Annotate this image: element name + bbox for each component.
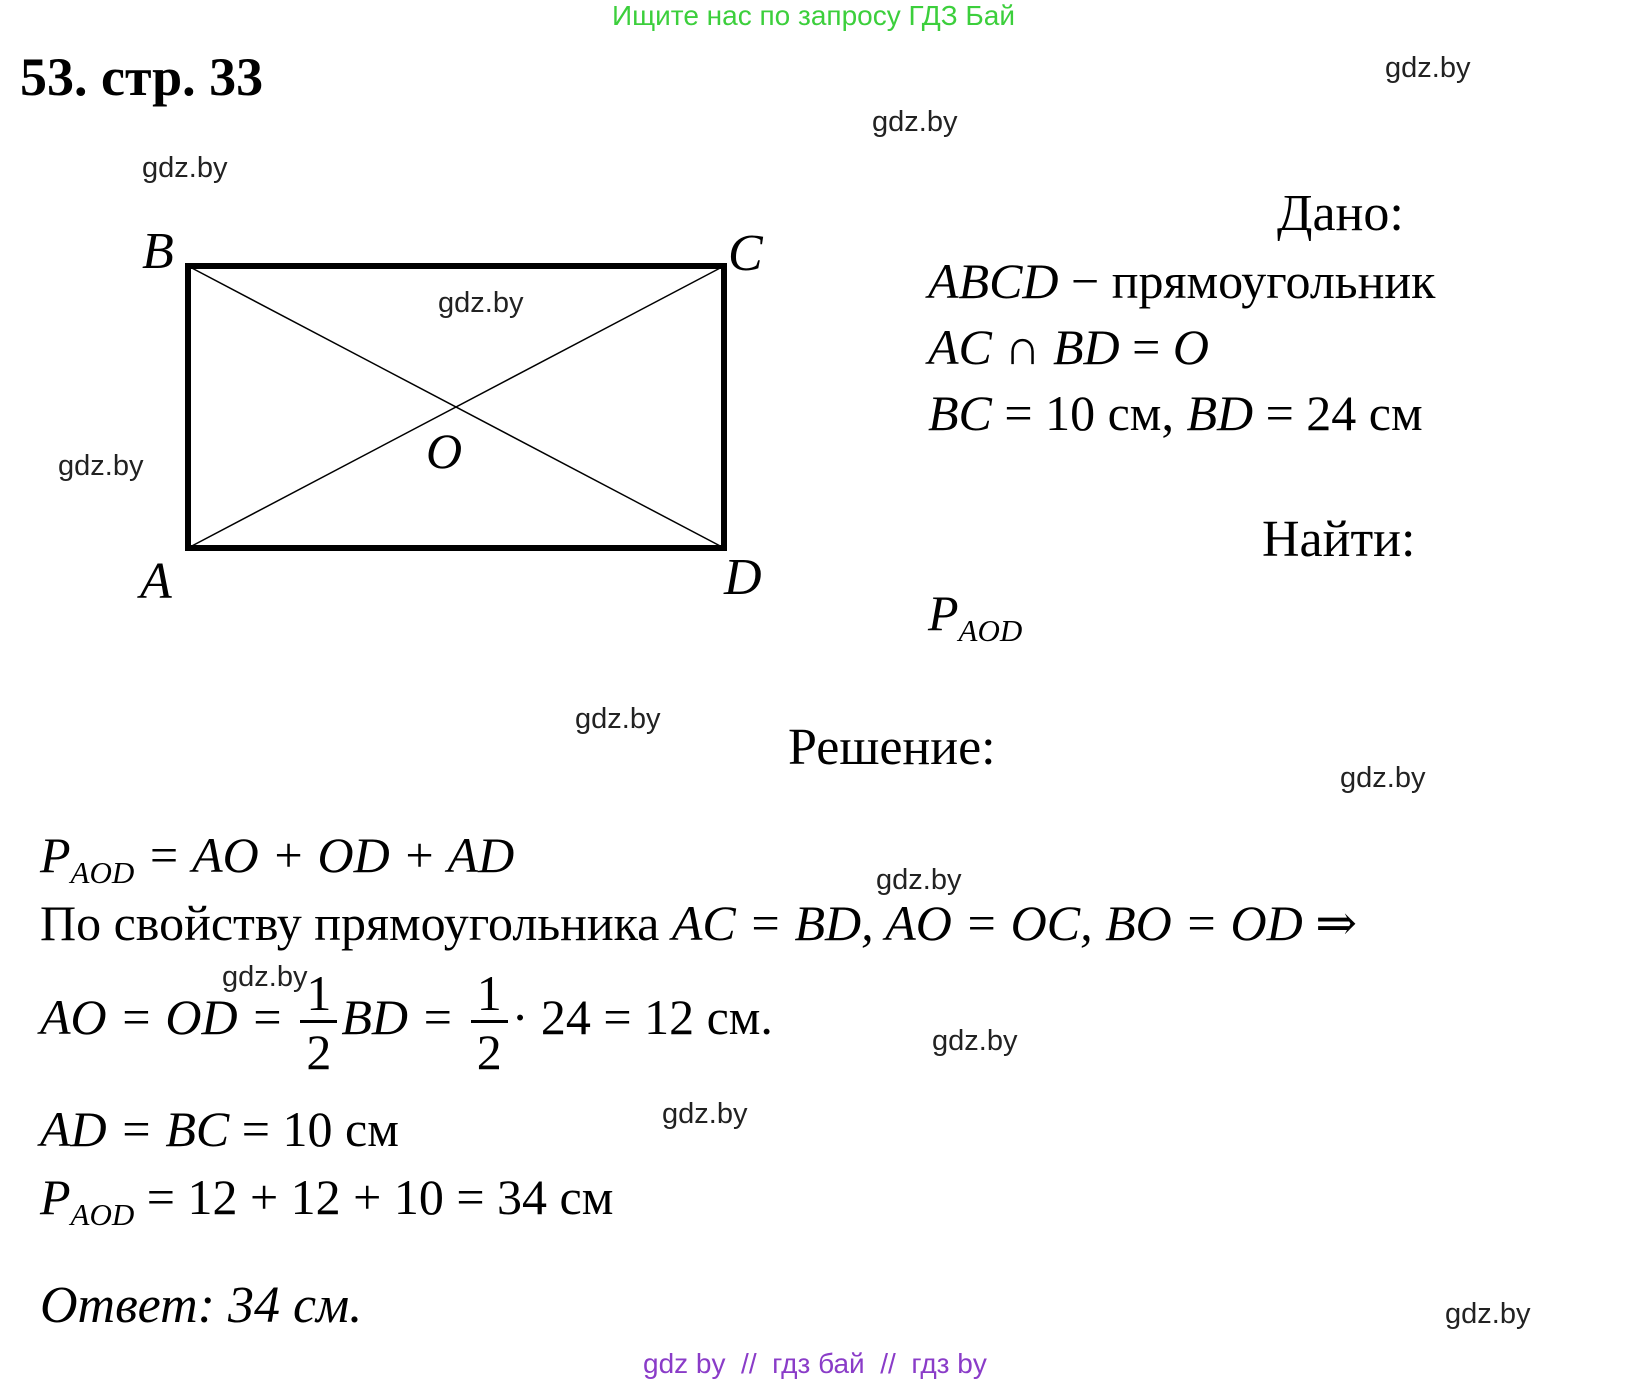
math-subscript: AOD [958, 612, 1023, 648]
math-expression: AO = OD = [40, 988, 297, 1045]
given-heading: Дано: [1277, 185, 1404, 242]
math-symbol: P [928, 585, 959, 641]
find-target [928, 584, 1023, 648]
vertex-label-o: O [426, 423, 463, 479]
solution-line-2 [40, 894, 1357, 952]
math-text: = 10 см, [991, 385, 1187, 441]
fraction-half: $\frac{1}{2}$ [300, 968, 337, 1077]
math-expression: AC = BD, AO = OC, BO = OD ⇒ [671, 895, 1358, 951]
math-symbol: O [1172, 319, 1209, 375]
given-line-1 [928, 252, 1435, 310]
watermark: gdz.by [872, 106, 958, 138]
watermark: gdz.by [1340, 762, 1426, 794]
watermark: gdz.by [1445, 1298, 1531, 1330]
watermark: gdz.by [876, 864, 962, 896]
math-symbol: BD [1053, 319, 1120, 375]
math-symbol: BC [928, 385, 992, 441]
math-text: = 12 + 12 + 10 = 34 см [134, 1169, 614, 1225]
watermark: gdz.by [438, 287, 524, 319]
math-text: прямоугольник [1111, 253, 1436, 309]
math-text: По свойству прямоугольника [40, 895, 672, 951]
math-text: = 10 см [229, 1101, 399, 1157]
watermark: gdz.by [222, 961, 308, 993]
page-title: 53. стр. 33 [20, 47, 264, 107]
math-operator: ∩ [991, 319, 1054, 375]
math-text: · 24 = 12 см. [511, 988, 773, 1045]
answer: Ответ: 34 см. [40, 1277, 363, 1334]
math-operator: − [1058, 253, 1112, 309]
math-symbol: BD [1186, 385, 1254, 441]
math-operator: = [1119, 319, 1173, 375]
vertex-label-a: A [140, 553, 172, 610]
math-subscript: AOD [70, 854, 135, 890]
rectangle-figure [130, 220, 780, 610]
given-line-3 [928, 384, 1423, 442]
solution-line-3 [40, 965, 773, 1080]
math-symbol: ABCD [928, 253, 1059, 309]
solution-line-4 [40, 1100, 399, 1158]
math-symbol: P [40, 827, 71, 883]
watermark: gdz.by [662, 1098, 748, 1130]
vertex-label-c: C [728, 225, 763, 282]
solution-line-5 [40, 1168, 614, 1232]
fraction-half: $\frac{1}{2}$ [471, 968, 508, 1077]
vertex-label-b: B [142, 223, 174, 280]
math-expression: = AO + OD + AD [134, 827, 515, 883]
math-expression: AD = BC [40, 1101, 230, 1157]
find-heading: Найти: [1262, 511, 1416, 568]
given-line-2 [928, 318, 1209, 376]
math-symbol: AC [928, 319, 992, 375]
math-symbol: P [40, 1169, 71, 1225]
footer-links: gdz by // гдз бай // гдз by [643, 1348, 987, 1379]
vertex-label-d: D [724, 549, 762, 606]
solution-line-1 [40, 826, 515, 890]
solution-heading: Решение: [788, 719, 996, 776]
watermark: gdz.by [932, 1025, 1018, 1057]
watermark: gdz.by [1385, 52, 1471, 84]
watermark: gdz.by [575, 703, 661, 735]
watermark: gdz.by [142, 152, 228, 184]
math-expression: BD = [341, 988, 467, 1045]
math-subscript: AOD [70, 1196, 135, 1232]
top-banner: Ищите нас по запросу ГДЗ Бай [612, 0, 1016, 31]
math-text: = 24 см [1253, 385, 1423, 441]
watermark: gdz.by [58, 450, 144, 482]
